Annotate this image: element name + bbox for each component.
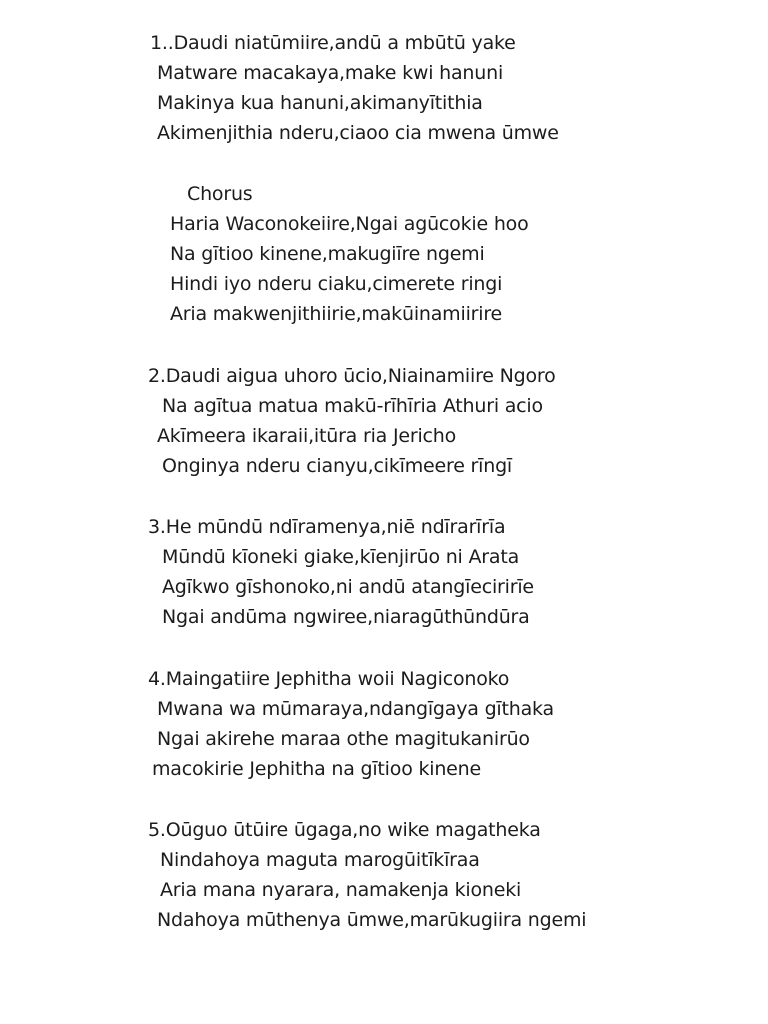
verse-5-line-4: Ndahoya mūthenya ūmwe,marūkugiira ngemi [157, 909, 587, 931]
verse-1-line-4: Akimenjithia nderu,ciaoo cia mwena ūmwe [157, 122, 559, 144]
verse-1-line-2: Matware macakaya,make kwi hanuni [157, 62, 504, 84]
verse-3-line-2: Mūndū kīoneki giake,kīenjirūo ni Arata [162, 546, 520, 568]
chorus-line-4: Aria makwenjithiirie,makūinamiirire [170, 303, 503, 325]
verse-4-line-4: macokirie Jephitha na gītioo kinene [152, 758, 481, 780]
chorus-line-1: Haria Waconokeiire,Ngai agūcokie hoo [170, 213, 529, 235]
verse-3-line-3: Agīkwo gīshonoko,ni andū atangīecirirīe [162, 576, 534, 598]
verse-5-line-2: Nindahoya maguta marogūitīkīraa [160, 849, 480, 871]
verse-4-line-2: Mwana wa mūmaraya,ndangīgaya gīthaka [157, 698, 554, 720]
chorus-heading: Chorus [187, 183, 253, 205]
chorus-line-2: Na gītioo kinene,makugiīre ngemi [170, 243, 485, 265]
verse-1-line-1: 1..Daudi niatūmiire,andū a mbūtū yake [150, 32, 516, 54]
verse-5-line-1: 5.Oūguo ūtūire ūgaga,no wike magatheka [148, 819, 541, 841]
verse-4-line-1: 4.Maingatiire Jephitha woii Nagiconoko [148, 668, 510, 690]
verse-2-line-1: 2.Daudi aigua uhoro ūcio,Niainamiire Ngoro [148, 365, 556, 387]
verse-1-line-3: Makinya kua hanuni,akimanyītithia [157, 92, 483, 114]
verse-2-line-4: Onginya nderu cianyu,cikīmeere rīngī [162, 455, 513, 477]
verse-2-line-2: Na agītua matua makū-rīhīria Athuri acio [162, 395, 543, 417]
verse-3-line-4: Ngai andūma ngwiree,niaragūthūndūra [162, 606, 530, 628]
verse-4-line-3: Ngai akirehe maraa othe magitukanirūo [157, 728, 530, 750]
chorus-line-3: Hindi iyo nderu ciaku,cimerete ringi [170, 273, 503, 295]
verse-5-line-3: Aria mana nyarara, namakenja kioneki [160, 879, 522, 901]
verse-2-line-3: Akīmeera ikaraii,itūra ria Jericho [157, 425, 457, 447]
verse-3-line-1: 3.He mūndū ndīramenya,niē ndīrarīrīa [148, 516, 506, 538]
